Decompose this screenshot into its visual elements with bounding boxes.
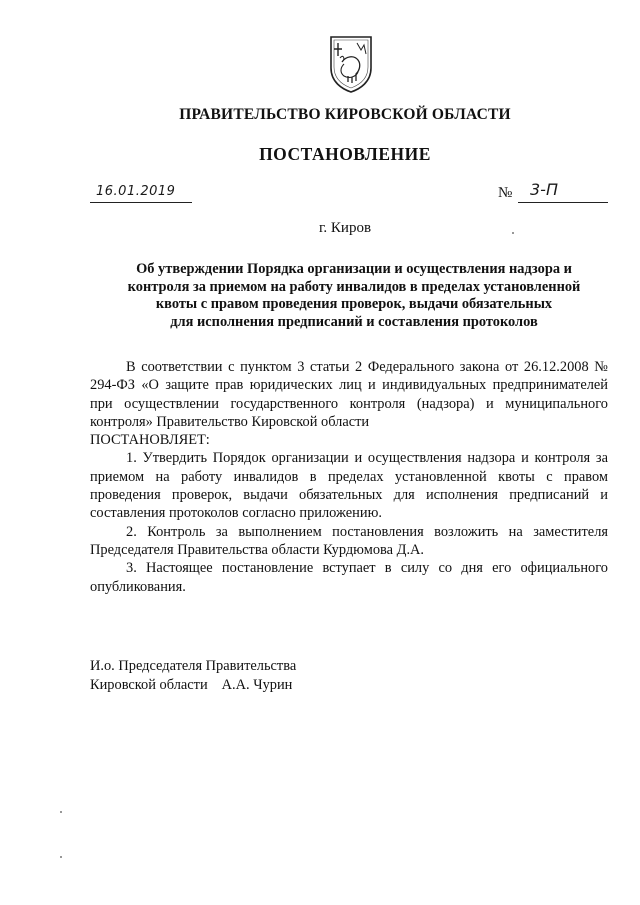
decree-item: 2. Контроль за выполнением постановления возложить на заместителя Председателя Правительства области Курдюмова Д.А. [90, 523, 608, 558]
subject-line: квоты с правом проведения проверок, выдачи обязательных [155, 296, 553, 312]
coat-of-arms-emblem [326, 34, 376, 94]
signatory-name: А.А. Чурин [221, 677, 293, 693]
number-sign: № [498, 185, 513, 201]
signature-block [90, 657, 296, 695]
document-type-title: ПОСТАНОВЛЕНИЕ [259, 144, 431, 164]
signatory-position: И.о. Председателя Правительства [90, 658, 297, 674]
signatory-region: Кировской области [90, 677, 208, 693]
subject-line: для исполнения предписаний и составления протоколов [170, 313, 538, 330]
document-number: 3-П [530, 180, 558, 199]
subject-line: Об утверждении Порядка организации и осуществления надзора и [136, 261, 572, 277]
scan-speck [512, 232, 514, 234]
preamble-paragraph: В соответствии с пунктом 3 статьи 2 Федерального закона от 26.12.2008 № 294-ФЗ «О защите прав юридических лиц и индивидуальных предпринимателей при осуществлении государственного контроля (надзора) и муниципального контроля» Правительство Кировской области [90, 359, 608, 430]
document-body [90, 358, 608, 596]
document-date: 16.01.2019 [96, 184, 176, 199]
decree-item: 1. Утвердить Порядок организации и осуществления надзора и контроля за приемом на работу инвалидов в пределах установленной квоты с правом проведения проверок, выдачи обязательных для исполнения предписаний и составления протоколов согласно приложению. [90, 450, 608, 522]
city-line: г. Киров [318, 220, 372, 236]
document-subject [92, 261, 616, 331]
government-title: ПРАВИТЕЛЬСТВО КИРОВСКОЙ ОБЛАСТИ [179, 106, 511, 123]
scan-speck [60, 856, 62, 858]
scan-speck [60, 811, 62, 813]
decree-word: ПОСТАНОВЛЯЕТ: [90, 432, 210, 449]
subject-line: контроля за приемом на работу инвалидов в пределах установленной [127, 278, 581, 295]
decree-item: 3. Настоящее постановление вступает в силу со дня его официального опубликования. [90, 560, 608, 595]
